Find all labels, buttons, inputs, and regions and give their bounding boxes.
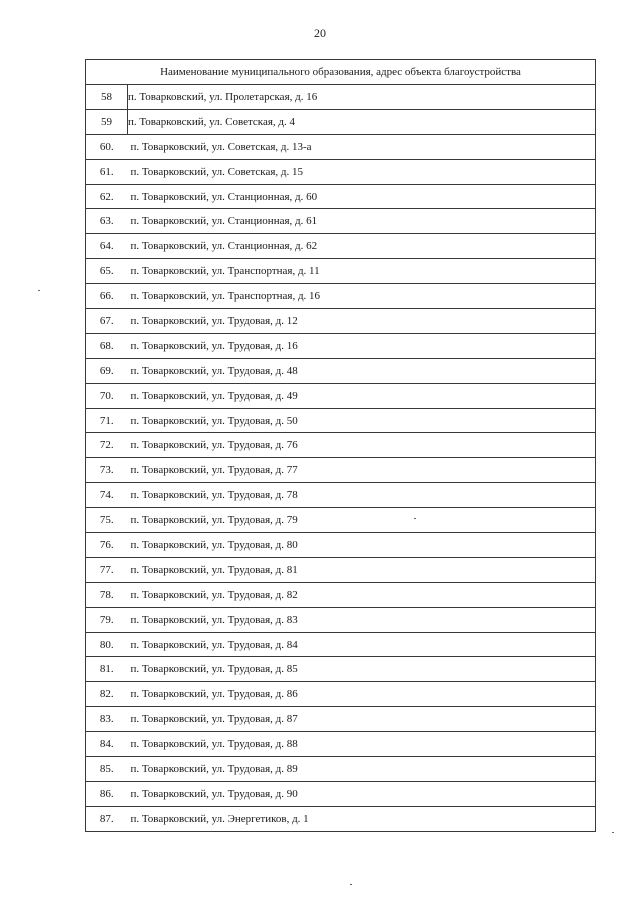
row-number: 69. <box>86 358 128 383</box>
row-number: 67. <box>86 309 128 334</box>
table-row <box>86 806 596 831</box>
row-address: п. Товарковский, ул. Советская, д. 15 <box>128 159 596 184</box>
row-number: 74. <box>86 483 128 508</box>
row-address: п. Товарковский, ул. Советская, д. 4 <box>128 109 596 134</box>
row-number: 72. <box>86 433 128 458</box>
table-row <box>86 284 596 309</box>
table-row <box>86 757 596 782</box>
row-number: 70. <box>86 383 128 408</box>
row-address: п. Товарковский, ул. Трудовая, д. 49 <box>128 383 596 408</box>
scan-speck <box>350 884 352 885</box>
row-address: п. Товарковский, ул. Трудовая, д. 88 <box>128 732 596 757</box>
row-address: п. Товарковский, ул. Трудовая, д. 87 <box>128 707 596 732</box>
row-address: п. Товарковский, ул. Трудовая, д. 85 <box>128 657 596 682</box>
table-row <box>86 458 596 483</box>
table-row <box>86 159 596 184</box>
table-row <box>86 732 596 757</box>
row-number: 80. <box>86 632 128 657</box>
table-row <box>86 358 596 383</box>
row-number: 77. <box>86 557 128 582</box>
table-row <box>86 607 596 632</box>
table-row <box>86 134 596 159</box>
row-number: 78. <box>86 582 128 607</box>
row-number: 84. <box>86 732 128 757</box>
row-address: п. Товарковский, ул. Трудовая, д. 12 <box>128 309 596 334</box>
row-address: п. Товарковский, ул. Трудовая, д. 86 <box>128 682 596 707</box>
row-number: 65. <box>86 259 128 284</box>
row-number: 82. <box>86 682 128 707</box>
row-number: 63. <box>86 209 128 234</box>
table-row <box>86 657 596 682</box>
row-address: п. Товарковский, ул. Трудовая, д. 77 <box>128 458 596 483</box>
table-row <box>86 632 596 657</box>
row-address: п. Товарковский, ул. Трудовая, д. 82 <box>128 582 596 607</box>
table-row <box>86 333 596 358</box>
row-address: п. Товарковский, ул. Транспортная, д. 16 <box>128 284 596 309</box>
row-number: 66. <box>86 284 128 309</box>
table-row <box>86 508 596 533</box>
table-row <box>86 582 596 607</box>
scan-speck <box>414 518 416 519</box>
table-header: Наименование муниципального образования, адрес объекта благоустройства <box>86 60 596 85</box>
table-header-row <box>86 60 596 85</box>
row-address: п. Товарковский, ул. Пролетарская, д. 16 <box>128 85 596 110</box>
row-address: п. Товарковский, ул. Трудовая, д. 76 <box>128 433 596 458</box>
row-number: 85. <box>86 757 128 782</box>
table-row <box>86 408 596 433</box>
row-address: п. Товарковский, ул. Трудовая, д. 83 <box>128 607 596 632</box>
row-address: п. Товарковский, ул. Советская, д. 13-а <box>128 134 596 159</box>
table-row <box>86 309 596 334</box>
row-address: п. Товарковский, ул. Энергетиков, д. 1 <box>128 806 596 831</box>
row-number: 83. <box>86 707 128 732</box>
table-row <box>86 682 596 707</box>
row-number: 87. <box>86 806 128 831</box>
row-address: п. Товарковский, ул. Трудовая, д. 16 <box>128 333 596 358</box>
row-number: 61. <box>86 159 128 184</box>
table-row <box>86 109 596 134</box>
row-address: п. Товарковский, ул. Станционная, д. 60 <box>128 184 596 209</box>
row-number: 60. <box>86 134 128 159</box>
table-row <box>86 184 596 209</box>
row-number: 71. <box>86 408 128 433</box>
row-number: 75. <box>86 508 128 533</box>
row-number: 76. <box>86 533 128 558</box>
page-number: 20 <box>314 26 326 40</box>
row-number: 79. <box>86 607 128 632</box>
row-address: п. Товарковский, ул. Трудовая, д. 78 <box>128 483 596 508</box>
row-address: п. Товарковский, ул. Трудовая, д. 89 <box>128 757 596 782</box>
row-address: п. Товарковский, ул. Станционная, д. 62 <box>128 234 596 259</box>
row-address: п. Товарковский, ул. Трудовая, д. 81 <box>128 557 596 582</box>
row-number: 73. <box>86 458 128 483</box>
row-number: 58 <box>86 85 128 110</box>
table-row <box>86 85 596 110</box>
row-address: п. Товарковский, ул. Трудовая, д. 84 <box>128 632 596 657</box>
table-row <box>86 433 596 458</box>
row-address: п. Товарковский, ул. Трудовая, д. 48 <box>128 358 596 383</box>
row-address: п. Товарковский, ул. Трудовая, д. 79 <box>128 508 596 533</box>
row-address: п. Товарковский, ул. Трудовая, д. 90 <box>128 781 596 806</box>
row-address: п. Товарковский, ул. Станционная, д. 61 <box>128 209 596 234</box>
table-row <box>86 533 596 558</box>
row-number: 62. <box>86 184 128 209</box>
table-row <box>86 209 596 234</box>
table-row <box>86 483 596 508</box>
row-number: 64. <box>86 234 128 259</box>
table-row <box>86 383 596 408</box>
row-address: п. Товарковский, ул. Трудовая, д. 50 <box>128 408 596 433</box>
row-number: 81. <box>86 657 128 682</box>
row-number: 86. <box>86 781 128 806</box>
row-address: п. Товарковский, ул. Транспортная, д. 11 <box>128 259 596 284</box>
row-number: 68. <box>86 333 128 358</box>
row-number: 59 <box>86 109 128 134</box>
scan-speck <box>612 832 614 833</box>
table-row <box>86 259 596 284</box>
table-row <box>86 707 596 732</box>
table-body <box>86 85 596 832</box>
table-row <box>86 557 596 582</box>
table-row <box>86 781 596 806</box>
row-address: п. Товарковский, ул. Трудовая, д. 80 <box>128 533 596 558</box>
scan-speck <box>38 290 40 291</box>
address-table <box>85 59 596 832</box>
table-row <box>86 234 596 259</box>
